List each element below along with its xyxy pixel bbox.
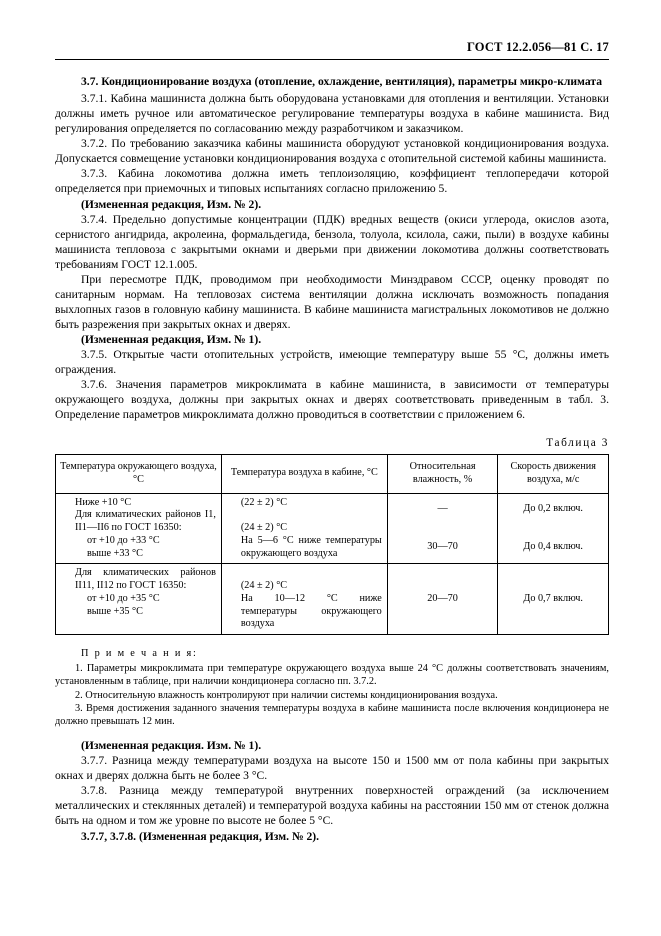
air-speed-value-b: До 0,4 включ. <box>523 541 583 553</box>
humidity-value-b: 30—70 <box>427 541 458 553</box>
cabin-temp-line-4: На 5—6 °С ниже температуры окружающего воздуха <box>240 534 382 559</box>
note-item-1: 1. Параметры микроклимата при температуре окружающего воздуха выше 24 °С должны соответствовать значениям, установленным в таблице, при наличии кондиционера согласно пп. 3.7.2. <box>55 663 609 688</box>
ambient-temp-line-3: от +10 до +33 °С <box>87 534 160 546</box>
table-header-air-speed: Скорость движения воздуха, м/с <box>498 455 609 494</box>
note-item-2: 2. Относительную влажность контролируют при наличии системы кондиционирования воздуха. <box>75 689 498 701</box>
notes-title: П р и м е ч а н и я: <box>81 648 198 660</box>
cell-air-speed-group-2: До 0,7 включ. <box>498 564 609 635</box>
paragraph-3-7-5: 3.7.5. Открытые части отопительных устройств, имеющие температуру выше 55 °С, должны иметь ограждения. <box>55 348 609 377</box>
table-notes <box>55 647 609 728</box>
revision-note-izm-1-b: (Измененная редакция. Изм. № 1). <box>81 739 262 753</box>
table-row <box>56 493 609 564</box>
cell-humidity-group-1 <box>387 493 498 564</box>
paragraph-3-7-4: 3.7.4. Предельно допустимые концентрации (ПДК) вредных веществ (окиси углерода, окислов азота, сернистого ангидрида, акролеина, формальдегида, бензола, толуола, ксилола, сажи, пыли) в воздухе кабины машиниста тепловоза с закрытыми окнами и дверьми при движении локомотива должны соответствовать требованиям ГОСТ 12.1.005. <box>55 212 609 271</box>
cell-humidity-group-2: 20—70 <box>387 564 498 635</box>
table-header-cabin-temp: Температура воздуха в кабине, °С <box>221 455 387 494</box>
paragraph-3-7-3: 3.7.3. Кабина локомотива должна иметь теплоизоляцию, коэффициент теплопередачи которой определяется при приемочных и типовых испытаниях согласно приложению 5. <box>55 167 609 196</box>
header-divider <box>55 59 609 60</box>
cabin-temp-line-3: (24 ± 2) °С <box>240 522 288 534</box>
humidity-value-a: — <box>437 502 448 514</box>
paragraph-3-7-2: 3.7.2. По требованию заказчика кабины машиниста оборудуют установкой кондиционирования воздуха. Допускается совмещение установки кондиционирования воздуха с отопительной системой кабины машиниста. <box>55 137 609 166</box>
ambient-temp2-line-3: выше +35 °С <box>87 605 143 617</box>
cell-ambient-temp-group-2 <box>56 564 222 635</box>
ambient-temp2-line-2: от +10 до +35 °С <box>87 592 160 604</box>
table-header-row <box>56 455 609 494</box>
cabin-temp2-line-1 <box>227 567 382 580</box>
cell-cabin-temp-group-2 <box>221 564 387 635</box>
note-item-3: 3. Время достижения заданного значения температуры воздуха в кабине машиниста после включения кондиционера не должно превышать 12 мин. <box>55 702 609 727</box>
revision-note-izm-2-b: 3.7.7, 3.7.8. (Измененная редакция, Изм. № 2). <box>81 829 320 843</box>
document-body <box>55 74 609 844</box>
ambient-temp-line-4: выше +33 °С <box>87 547 143 559</box>
table-caption: Таблица 3 <box>546 437 609 450</box>
ambient-temp-line-1: Ниже +10 °С <box>75 496 132 508</box>
section-heading: 3.7. Кондиционирование воздуха (отопление, охлаждение, вентиляция), параметры микро-климата <box>81 75 603 88</box>
revision-note-izm-2-a: (Измененная редакция, Изм. № 2). <box>81 197 262 211</box>
cell-ambient-temp-group-1 <box>56 493 222 564</box>
paragraph-3-7-1: 3.7.1. Кабина машиниста должна быть оборудована установками для отопления и вентиляции. Установки должны иметь ручное или автоматическое регулирование температуры воздуха в кабине машиниста. Вид регулирования определяется по согласованию между разработчиком и заказчиком. <box>55 92 609 136</box>
cabin-temp-line-2 <box>227 509 382 522</box>
cabin-temp2-line-3: На 10—12 °С ниже температуры окружающего воздуха <box>240 592 382 630</box>
paragraph-3-7-7: 3.7.7. Разница между температурами воздуха на высоте 150 и 1500 мм от пола кабины при закрытых окнах и дверях должна быть не более 3 °С. <box>55 754 609 783</box>
cell-cabin-temp-group-1 <box>221 493 387 564</box>
paragraph-3-7-6: 3.7.6. Значения параметров микроклимата в кабине машиниста, в зависимости от температуры окружающего воздуха, должны при закрытых окнах и дверях соответствовать приведенным в табл. 3. Определение параметров микроклимата должно проводиться в соответствии с приложением 6. <box>55 378 609 422</box>
table-header-humidity: Относительная влажность, % <box>387 455 498 494</box>
microclimate-parameters-table <box>55 454 609 635</box>
paragraph-3-7-8: 3.7.8. Разница между температурой внутренних поверхностей ограждений (за исключением металлических и стеклянных деталей) и температурой воздуха кабины на расстоянии 150 мм от стенок должна быть на одном и том же уровне по высоте не более 5 °С. <box>55 784 609 828</box>
air-speed-value-a: До 0,2 включ. <box>523 502 583 514</box>
ambient-temp2-line-1: Для климатических районов II11, II12 по ГОСТ 16350: <box>75 567 216 592</box>
cabin-temp2-line-2: (24 ± 2) °С <box>240 580 288 592</box>
revision-note-izm-1-a: (Измененная редакция, Изм. № 1). <box>81 333 262 347</box>
table-row <box>56 564 609 635</box>
ambient-temp-line-2: Для климатических районов I1, II1—II6 по ГОСТ 16350: <box>75 509 216 534</box>
page-header <box>55 40 609 59</box>
table-header-ambient-temp: Температура окружающего воздуха, °С <box>56 455 222 494</box>
paragraph-3-7-4-cont: При пересмотре ПДК, проводимом при необходимости Минздравом СССР, оценку проводят по санитарным нормам. На тепловозах система вентиляции должна исключать возможность попадания выхлопных газов в головную кабину машиниста. В кабине машиниста магистральных локомотивов не должно быть разрежения при закрытых окнах и дверях. <box>55 272 609 331</box>
cell-air-speed-group-1 <box>498 493 609 564</box>
document-reference: ГОСТ 12.2.056—81 С. 17 <box>466 40 609 54</box>
cabin-temp-line-1: (22 ± 2) °С <box>240 496 288 508</box>
